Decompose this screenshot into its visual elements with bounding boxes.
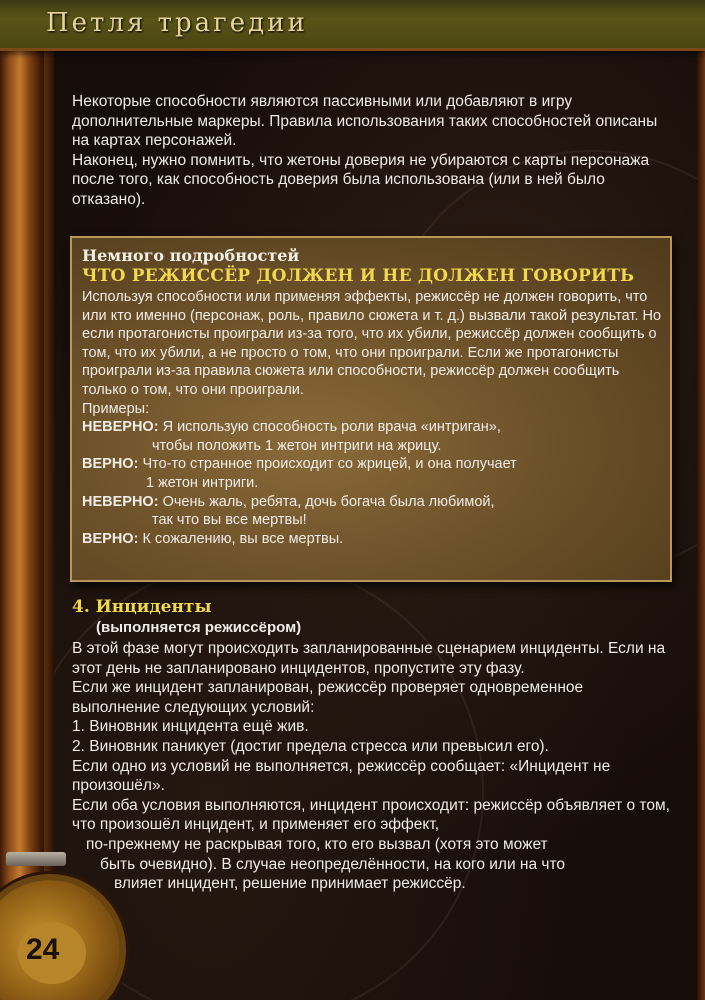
page-header xyxy=(0,0,705,51)
example-item xyxy=(82,530,662,549)
section-paragraph: В этой фазе могут происходить запланированные сценарием инциденты. Если на этот день не запланировано инцидентов, пропустите эту фазу. xyxy=(72,640,666,677)
example-text: Я использую способность роли врача «интриган», xyxy=(162,419,501,436)
example-text: К сожалению, вы все мертвы. xyxy=(142,530,344,547)
section-paragraph: Если оба условия выполняются, инцидент происходит: режиссёр объявляет о том, что произошёл инцидент, и применяет его эффект, xyxy=(72,796,670,834)
example-label: ВЕРНО: xyxy=(82,530,139,547)
section-line: по-прежнему не раскрывая того, кто его вызвал (хотя это может xyxy=(86,835,548,853)
example-text: чтобы положить 1 жетон интриги на жрицу. xyxy=(152,437,442,454)
example-text: Что-то странное происходит со жрицей, и она получает xyxy=(142,456,517,473)
example-text: 1 жетон интриги. xyxy=(146,474,259,491)
section-title: 4. Инциденты xyxy=(72,597,212,617)
details-box-title: ЧТО РЕЖИССЁР ДОЛЖЕН И НЕ ДОЛЖЕН ГОВОРИТЬ xyxy=(82,266,635,286)
section-line: влияет инцидент, решение принимает режиссёр. xyxy=(114,875,466,893)
example-label: ВЕРНО: xyxy=(82,456,139,473)
examples-label: Примеры: xyxy=(82,400,150,417)
example-label: НЕВЕРНО: xyxy=(82,493,159,510)
intro-text xyxy=(72,92,672,209)
example-item xyxy=(82,418,662,455)
example-label: НЕВЕРНО: xyxy=(82,419,159,436)
details-box xyxy=(70,236,672,582)
page-number: 24 xyxy=(26,933,60,966)
section-paragraph: Если же инцидент запланирован, режиссёр проверяет одновременное выполнение следующих условий: xyxy=(72,679,584,716)
section-paragraph: 1. Виновник инцидента ещё жив. xyxy=(72,718,309,736)
pipe-ornament xyxy=(6,852,66,866)
section-paragraph: 2. Виновник паникует (достиг предела стресса или превысил его). xyxy=(72,737,549,755)
intro-paragraph: Наконец, нужно помнить, что жетоны доверия не убираются с карты персонажа после того, как способность доверия была использована (или в ней было отказано). xyxy=(72,151,650,208)
frame-left xyxy=(0,0,44,1000)
details-box-text: Используя способности или применяя эффекты, режиссёр не должен говорить, что или кто именно (персонаж, роль, правило сюжета и т. д.) вызвали такой результат. Но если протагонисты проиграли из-за того, что их убили, режиссёр должен сообщить о том, что их убили, а не просто о том, что они проиграли. Если же протагонисты проиграли из-за правила сюжета или способности, режиссёр должен сообщить только о том, что они проиграли. xyxy=(82,289,662,398)
section-paragraph: Если одно из условий не выполняется, режиссёр сообщает: «Инцидент не произошёл». xyxy=(72,757,611,795)
intro-paragraph: Некоторые способности являются пассивными или добавляют в игру дополнительные маркеры. Правила использования таких способностей описаны на картах персонажей. xyxy=(72,93,658,149)
example-item xyxy=(82,455,662,492)
details-box-subtitle: Немного подробностей xyxy=(82,246,300,265)
section-subtitle: (выполняется режиссёром) xyxy=(96,619,302,636)
example-text: Очень жаль, ребята, дочь богача была любимой, xyxy=(162,493,495,510)
section-line: быть очевидно). В случае неопределённости, на кого или на что xyxy=(100,855,566,873)
section-body xyxy=(72,639,672,894)
frame-right xyxy=(697,0,705,1000)
page-title: Петля трагедии xyxy=(46,8,308,38)
example-item xyxy=(82,493,662,530)
example-text: так что вы все мертвы! xyxy=(152,512,307,529)
